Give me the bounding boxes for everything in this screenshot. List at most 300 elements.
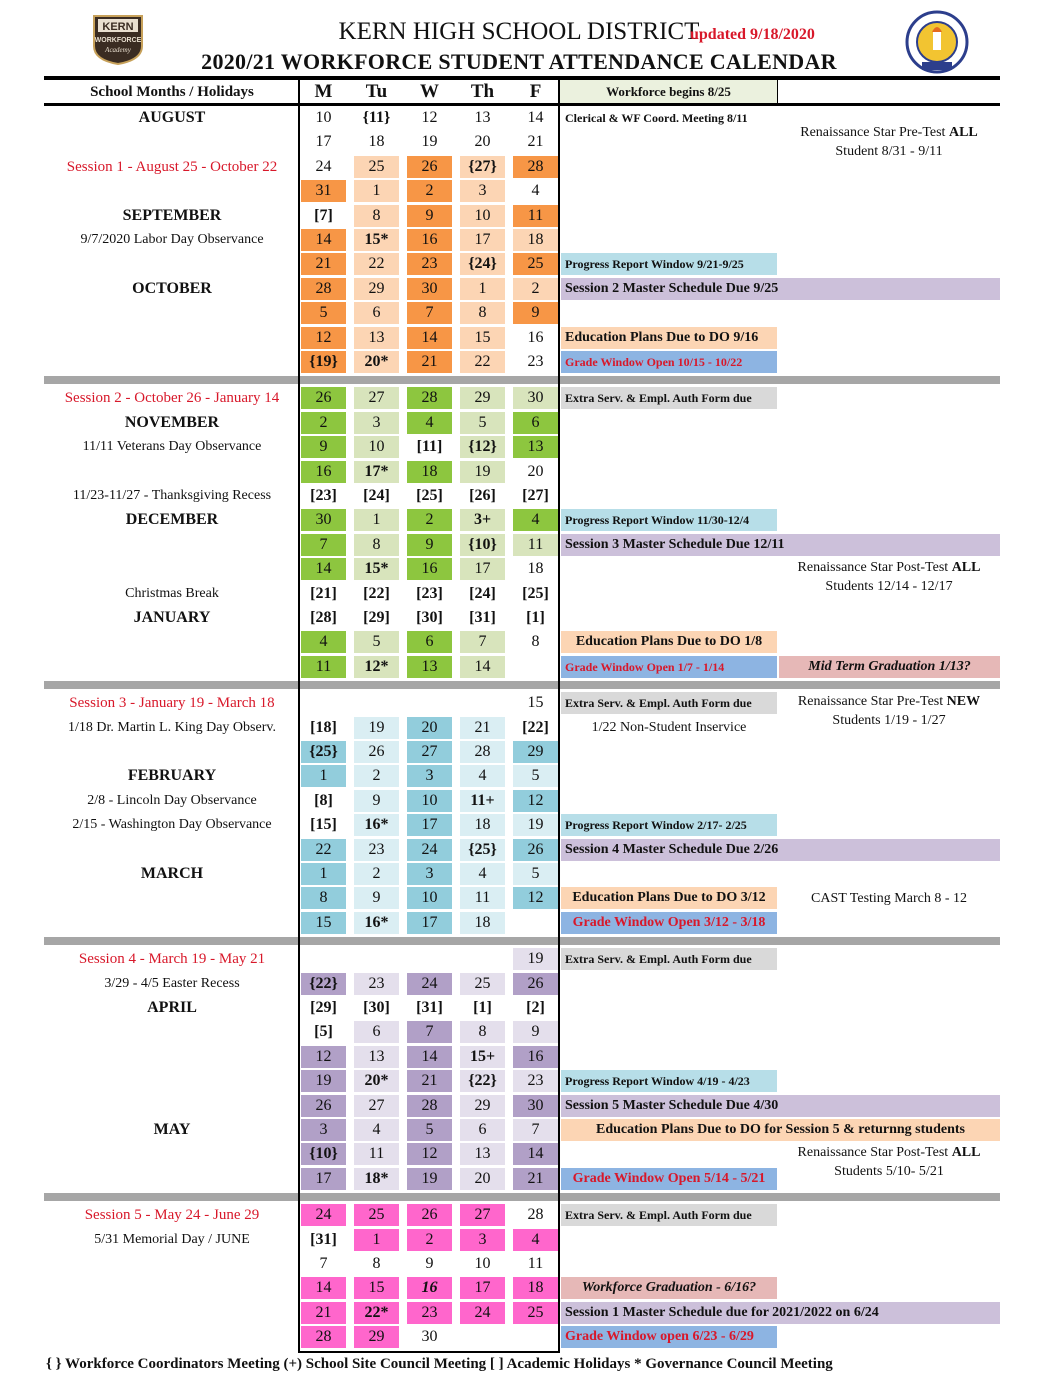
day-cell: 17* bbox=[354, 461, 399, 483]
test-note-dates: Students 5/10- 5/21 bbox=[834, 1164, 944, 1180]
day-cell: 16 bbox=[527, 328, 544, 346]
day-cell: 10 bbox=[354, 436, 399, 458]
day-cell: 13 bbox=[354, 327, 399, 349]
day-block-right-border bbox=[558, 78, 560, 1353]
weekday-m: M bbox=[314, 81, 333, 102]
day-cell: 9 bbox=[513, 302, 558, 324]
day-cell bbox=[354, 692, 399, 714]
day-cell bbox=[460, 1326, 505, 1348]
day-cell: {24} bbox=[460, 253, 505, 275]
day-cell: 14 bbox=[407, 1046, 452, 1068]
session-label: Session 3 - January 19 - March 18 bbox=[69, 695, 275, 712]
day-cell: 14 bbox=[513, 1143, 558, 1165]
day-cell: 17 bbox=[301, 1168, 346, 1190]
day-cell: 21 bbox=[513, 1168, 558, 1190]
day-cell: 9 bbox=[301, 436, 346, 458]
day-cell: 13 bbox=[513, 436, 558, 458]
day-cell bbox=[513, 912, 558, 934]
day-cell: 11 bbox=[513, 534, 558, 556]
test-window-note bbox=[778, 1143, 1000, 1181]
day-cell: 12* bbox=[354, 656, 399, 678]
day-cell: 22 bbox=[301, 839, 346, 861]
day-cell: 4 bbox=[513, 509, 558, 531]
day-cell: 15* bbox=[354, 229, 399, 251]
day-cell bbox=[354, 948, 399, 970]
holiday-label: 5/31 Memorial Day / JUNE bbox=[94, 1231, 250, 1247]
weekday-th: Th bbox=[470, 81, 495, 102]
day-cell: 26 bbox=[301, 387, 346, 409]
day-cell: 13 bbox=[460, 1143, 505, 1165]
day-cell: 1 bbox=[301, 765, 346, 787]
day-cell: 12 bbox=[421, 109, 438, 126]
test-note-text: Renaissance Star Pre-Test bbox=[800, 125, 949, 140]
test-note-text: Renaissance Star Post-Test bbox=[797, 1145, 952, 1161]
day-cell: 14 bbox=[301, 229, 346, 251]
day-cell: 23 bbox=[527, 353, 544, 370]
day-cell: 21 bbox=[527, 133, 544, 151]
day-cell: 19 bbox=[407, 1168, 452, 1190]
day-cell: 28 bbox=[513, 156, 558, 178]
day-cell: 10 bbox=[474, 1255, 491, 1272]
day-cell: [29] bbox=[310, 999, 337, 1016]
day-cell: 6 bbox=[407, 631, 452, 653]
day-cell: 9 bbox=[425, 1255, 434, 1272]
day-cell: 18 bbox=[407, 461, 452, 483]
holiday-label: 2/8 - Lincoln Day Observance bbox=[87, 792, 257, 808]
day-cell: [1] bbox=[526, 609, 545, 626]
day-cell: 11 bbox=[301, 656, 346, 678]
calendar-note: Education Plans Due to DO 9/16 bbox=[561, 327, 777, 349]
months-header: School Months / Holidays bbox=[90, 84, 254, 100]
calendar-note: Extra Serv. & Empl. Auth Form due bbox=[561, 1204, 777, 1226]
calendar-note: 1/22 Non-Student Inservice bbox=[591, 719, 747, 735]
day-cell: 5 bbox=[407, 1119, 452, 1141]
day-cell: 9 bbox=[354, 887, 399, 909]
session-divider bbox=[44, 937, 1000, 945]
session-label: Session 4 - March 19 - May 21 bbox=[78, 951, 266, 968]
day-cell: 5 bbox=[513, 863, 558, 885]
updated-date: updated 9/18/2020 bbox=[690, 26, 815, 43]
day-cell: 15 bbox=[354, 1277, 399, 1299]
day-cell: 1 bbox=[354, 1229, 399, 1251]
day-cell: 18 bbox=[527, 560, 544, 578]
day-cell: 5 bbox=[301, 302, 346, 324]
day-cell: [30] bbox=[363, 999, 390, 1016]
test-note-dates: Students 1/19 - 1/27 bbox=[832, 713, 946, 729]
day-cell: 2 bbox=[354, 765, 399, 787]
day-cell: 15 bbox=[460, 327, 505, 349]
day-cell: [15] bbox=[310, 816, 337, 834]
day-cell: 11 bbox=[513, 205, 558, 227]
month-label: JANUARY bbox=[133, 609, 211, 626]
calendar-note: Grade Window Open 3/12 - 3/18 bbox=[561, 912, 777, 934]
day-cell: 2 bbox=[407, 180, 452, 202]
day-cell: 1 bbox=[301, 863, 346, 885]
day-cell: {11} bbox=[362, 109, 391, 126]
day-cell: [21] bbox=[310, 584, 337, 602]
day-cell: 12 bbox=[301, 327, 346, 349]
day-cell: 7 bbox=[407, 1021, 452, 1043]
day-cell: [11] bbox=[416, 438, 443, 456]
test-note-dates: Student 8/31 - 9/11 bbox=[835, 144, 943, 159]
day-cell: 14 bbox=[527, 109, 544, 126]
day-cell: 27 bbox=[460, 1204, 505, 1226]
day-cell: 2 bbox=[407, 1229, 452, 1251]
day-cell: 28 bbox=[301, 1326, 346, 1348]
day-cell: 26 bbox=[407, 1204, 452, 1226]
legend: { } Workforce Coordinators Meeting (+) School Site Council Meeting [ ] Academic Holidays * Governance Council Meeting bbox=[46, 1356, 833, 1372]
calendar-note: Grade Window Open 5/14 - 5/21 bbox=[561, 1168, 777, 1190]
day-cell: [24] bbox=[363, 487, 390, 504]
test-window-note bbox=[778, 123, 1000, 161]
day-cell: 9 bbox=[407, 534, 452, 556]
day-cell: [18] bbox=[310, 718, 337, 736]
day-cell: 11 bbox=[527, 1255, 544, 1272]
day-cell: 24 bbox=[460, 1302, 505, 1324]
holiday-label: 1/18 Dr. Martin L. King Day Observ. bbox=[68, 719, 276, 735]
district-name: KERN HIGH SCHOOL DISTRICT bbox=[338, 18, 700, 45]
calendar-note: Progress Report Window 11/30-12/4 bbox=[561, 509, 777, 531]
day-cell: 16 bbox=[407, 229, 452, 251]
day-cell: 1 bbox=[354, 509, 399, 531]
month-label: FEBRUARY bbox=[127, 767, 217, 785]
day-cell: {12} bbox=[460, 436, 505, 458]
day-cell: 5 bbox=[460, 412, 505, 434]
test-window-note bbox=[778, 692, 1000, 730]
calendar-note: Progress Report Window 9/21-9/25 bbox=[561, 253, 777, 275]
day-cell: 8 bbox=[460, 1021, 505, 1043]
day-cell: 23 bbox=[513, 1070, 558, 1092]
day-cell: 15 bbox=[527, 694, 544, 712]
day-cell: 5 bbox=[354, 631, 399, 653]
calendar-note: Education Plans Due to DO 3/12 bbox=[561, 887, 777, 909]
day-cell: 7 bbox=[513, 1119, 558, 1141]
day-cell: 16 bbox=[407, 558, 452, 580]
day-cell: 3 bbox=[407, 765, 452, 787]
day-cell: 7 bbox=[319, 1255, 328, 1272]
svg-text:KERN: KERN bbox=[102, 21, 134, 33]
day-cell: 3 bbox=[460, 180, 505, 202]
calendar-note: Clerical & WF Coord. Meeting 8/11 bbox=[565, 111, 748, 125]
day-cell: 18 bbox=[513, 229, 558, 251]
day-cell: 14 bbox=[407, 327, 452, 349]
day-cell: 6 bbox=[513, 412, 558, 434]
session-label: Session 2 - October 26 - January 14 bbox=[64, 390, 280, 407]
holiday-label: 11/23-11/27 - Thanksgiving Recess bbox=[72, 488, 272, 503]
calendar-note: Education Plans Due to DO 1/8 bbox=[561, 631, 777, 653]
test-note-text: CAST Testing March 8 - 12 bbox=[811, 891, 967, 907]
day-cell: 2 bbox=[513, 278, 558, 300]
day-block-left-border bbox=[298, 78, 300, 1353]
day-cell: 18 bbox=[460, 912, 505, 934]
month-label: SEPTEMBER bbox=[122, 206, 222, 224]
day-cell: 7 bbox=[407, 302, 452, 324]
day-cell: 28 bbox=[460, 741, 505, 763]
svg-text:WORKFORCE: WORKFORCE bbox=[94, 37, 142, 44]
month-label: AUGUST bbox=[138, 109, 206, 126]
day-cell: 7 bbox=[301, 534, 346, 556]
page-title: 2020/21 WORKFORCE STUDENT ATTENDANCE CALENDAR bbox=[201, 49, 837, 74]
day-cell: 4 bbox=[301, 631, 346, 653]
month-label: NOVEMBER bbox=[124, 413, 220, 431]
day-cell: 3 bbox=[354, 412, 399, 434]
day-cell: 21 bbox=[407, 1070, 452, 1092]
day-cell: 10 bbox=[407, 790, 452, 812]
holiday-label: 9/7/2020 Labor Day Observance bbox=[80, 232, 264, 247]
calendar-note: Session 2 Master Schedule Due 9/25 bbox=[561, 278, 1000, 300]
day-cell: 9 bbox=[513, 1021, 558, 1043]
calendar-note: Grade Window Open 10/15 - 10/22 bbox=[561, 351, 777, 373]
day-cell: 17 bbox=[460, 1277, 505, 1299]
day-cell: 20 bbox=[474, 133, 491, 151]
day-cell: [1] bbox=[473, 999, 492, 1016]
day-cell: 28 bbox=[527, 1206, 544, 1224]
day-cell: 26 bbox=[513, 973, 558, 995]
calendar-note: Extra Serv. & Empl. Auth Form due bbox=[561, 948, 777, 970]
day-cell: 12 bbox=[407, 1143, 452, 1165]
day-cell: 19 bbox=[460, 461, 505, 483]
calendar-note: Grade Window open 6/23 - 6/29 bbox=[561, 1326, 777, 1348]
calendar-note: Session 3 Master Schedule Due 12/11 bbox=[561, 534, 1000, 556]
day-cell: {25} bbox=[301, 741, 346, 763]
test-note-text: Renaissance Star Post-Test bbox=[797, 560, 952, 576]
day-cell: 15 bbox=[301, 912, 346, 934]
day-cell bbox=[301, 948, 346, 970]
day-cell: 30 bbox=[513, 1095, 558, 1117]
holiday-label: 2/15 - Washington Day Observance bbox=[72, 817, 272, 833]
day-cell: 11 bbox=[354, 1143, 399, 1165]
day-cell: 26 bbox=[513, 839, 558, 861]
day-cell: 13 bbox=[474, 109, 491, 126]
calendar-note: Session 5 Master Schedule Due 4/30 bbox=[561, 1095, 1000, 1117]
day-cell: 16 bbox=[513, 1046, 558, 1068]
day-cell: 4 bbox=[531, 182, 540, 200]
day-cell: 12 bbox=[513, 790, 558, 812]
test-window-note bbox=[778, 889, 1000, 908]
day-cell: [22] bbox=[363, 584, 390, 602]
test-note-group: ALL bbox=[951, 1145, 981, 1161]
day-cell: 25 bbox=[354, 1204, 399, 1226]
day-cell: 30 bbox=[407, 278, 452, 300]
month-label: DECEMBER bbox=[125, 511, 219, 529]
day-cell: 8 bbox=[354, 205, 399, 227]
day-cell: 20 bbox=[460, 1168, 505, 1190]
workforce-begins-banner: Workforce begins 8/25 bbox=[560, 80, 778, 103]
session-label: Session 1 - August 25 - October 22 bbox=[66, 158, 278, 175]
session-label: Session 5 - May 24 - June 29 bbox=[84, 1207, 260, 1224]
day-cell: 1 bbox=[354, 180, 399, 202]
day-cell: 22 bbox=[460, 351, 505, 373]
test-note-text: Renaissance Star Pre-Test bbox=[797, 694, 947, 710]
day-cell: 19 bbox=[421, 133, 438, 151]
day-cell: 30 bbox=[421, 1328, 438, 1346]
day-cell: 30 bbox=[513, 387, 558, 409]
calendar-note: Progress Report Window 2/17- 2/25 bbox=[561, 814, 777, 836]
holiday-label: Christmas Break bbox=[125, 585, 219, 601]
day-cell: 5 bbox=[513, 765, 558, 787]
day-cell: 23 bbox=[407, 253, 452, 275]
day-cell: 23 bbox=[354, 839, 399, 861]
day-cell: 4 bbox=[460, 765, 505, 787]
day-cell: 24 bbox=[315, 157, 332, 175]
day-cell: 16* bbox=[354, 814, 399, 836]
day-cell: [31] bbox=[416, 999, 443, 1016]
day-cell: 14 bbox=[460, 656, 505, 678]
day-cell: 4 bbox=[460, 863, 505, 885]
day-cell: 1 bbox=[460, 278, 505, 300]
day-cell: 20* bbox=[354, 351, 399, 373]
weekday-w: W bbox=[420, 81, 439, 102]
day-cell: 10 bbox=[407, 887, 452, 909]
day-cell: 23 bbox=[354, 973, 399, 995]
day-cell: [31] bbox=[469, 609, 496, 626]
day-cell: {25} bbox=[460, 839, 505, 861]
day-cell bbox=[301, 692, 346, 714]
calendar-note: Education Plans Due to DO for Session 5 & returnng students bbox=[561, 1119, 1000, 1141]
day-cell: 4 bbox=[407, 412, 452, 434]
day-cell: 29 bbox=[460, 387, 505, 409]
day-cell: [27] bbox=[522, 487, 549, 504]
day-cell: 26 bbox=[407, 156, 452, 178]
day-cell: 16 bbox=[407, 1277, 452, 1299]
day-cell: 10 bbox=[315, 109, 332, 126]
day-cell: 20 bbox=[527, 462, 544, 480]
day-cell: [29] bbox=[363, 609, 390, 626]
day-cell: 26 bbox=[301, 1095, 346, 1117]
day-cell: 27 bbox=[354, 1095, 399, 1117]
holiday-label: 11/11 Veterans Day Observance bbox=[82, 439, 262, 455]
day-cell: 14 bbox=[301, 558, 346, 580]
day-cell: 25 bbox=[513, 1302, 558, 1324]
day-cell: 13 bbox=[407, 656, 452, 678]
day-cell: [31] bbox=[310, 1230, 337, 1248]
day-cell: 17 bbox=[460, 558, 505, 580]
day-cell bbox=[407, 692, 452, 714]
day-cell: 11 bbox=[460, 887, 505, 909]
day-cell: 8 bbox=[372, 1255, 381, 1272]
calendar-note: Session 1 Master Schedule due for 2021/2022 on 6/24 bbox=[561, 1302, 1000, 1324]
day-cell: 3 bbox=[407, 863, 452, 885]
day-cell: [30] bbox=[416, 609, 443, 626]
test-note-group: ALL bbox=[948, 125, 978, 140]
day-cell bbox=[513, 1326, 558, 1348]
day-cell: 17 bbox=[407, 814, 452, 836]
weekday-tu: Tu bbox=[365, 81, 388, 102]
day-cell: 18 bbox=[368, 133, 385, 151]
calendar-note: Progress Report Window 4/19 - 4/23 bbox=[561, 1070, 777, 1092]
day-cell: 13 bbox=[354, 1046, 399, 1068]
day-cell: 19 bbox=[513, 814, 558, 836]
day-cell: 18* bbox=[354, 1168, 399, 1190]
day-cell: [24] bbox=[469, 584, 496, 602]
day-cell: 12 bbox=[513, 887, 558, 909]
day-cell: {27} bbox=[460, 156, 505, 178]
day-cell: 21 bbox=[301, 1302, 346, 1324]
day-cell: 7 bbox=[460, 631, 505, 653]
day-cell: [23] bbox=[416, 584, 443, 602]
month-label: APRIL bbox=[147, 999, 197, 1016]
test-window-note bbox=[778, 558, 1000, 596]
day-cell: [26] bbox=[469, 487, 496, 504]
day-cell: 12 bbox=[301, 1046, 346, 1068]
day-cell: 6 bbox=[460, 1119, 505, 1141]
day-cell: {19} bbox=[301, 351, 346, 373]
day-cell: 18 bbox=[513, 1277, 558, 1299]
day-cell: 31 bbox=[301, 180, 346, 202]
day-cell: 27 bbox=[354, 387, 399, 409]
calendar-note: Extra Serv. & Empl. Auth Form due bbox=[561, 387, 777, 409]
day-block-bottom-border bbox=[298, 1351, 560, 1353]
day-cell bbox=[460, 692, 505, 714]
day-cell: 29 bbox=[513, 741, 558, 763]
day-cell: 25 bbox=[513, 253, 558, 275]
day-cell: 24 bbox=[407, 839, 452, 861]
month-label: MAY bbox=[153, 1121, 191, 1138]
day-cell: 8 bbox=[460, 302, 505, 324]
day-cell: 27 bbox=[407, 741, 452, 763]
day-cell: 14 bbox=[301, 1277, 346, 1299]
day-cell: 17 bbox=[407, 912, 452, 934]
day-cell: 29 bbox=[354, 1326, 399, 1348]
svg-text:Academy: Academy bbox=[105, 46, 131, 54]
day-cell: 4 bbox=[513, 1229, 558, 1251]
day-cell: {22} bbox=[460, 1070, 505, 1092]
day-cell: 29 bbox=[354, 278, 399, 300]
test-note-group: ALL bbox=[951, 560, 981, 576]
day-cell: 22* bbox=[354, 1302, 399, 1324]
day-cell: 17 bbox=[315, 133, 332, 151]
day-cell: 24 bbox=[407, 973, 452, 995]
day-cell: 9 bbox=[354, 790, 399, 812]
day-cell: [8] bbox=[314, 791, 333, 809]
day-cell: 10 bbox=[460, 205, 505, 227]
day-cell: 9 bbox=[407, 205, 452, 227]
day-cell: 19 bbox=[513, 948, 558, 970]
day-cell: {22} bbox=[301, 973, 346, 995]
test-note-dates: Students 12/14 - 12/17 bbox=[825, 579, 953, 595]
day-cell: 15* bbox=[354, 558, 399, 580]
weekday-f: F bbox=[529, 81, 542, 102]
day-cell: 28 bbox=[301, 278, 346, 300]
midterm-graduation-note: Mid Term Graduation 1/13? bbox=[779, 656, 1000, 678]
day-cell: [28] bbox=[310, 609, 337, 626]
day-cell: 19 bbox=[354, 717, 399, 739]
day-cell: 3 bbox=[460, 1229, 505, 1251]
session-divider bbox=[44, 681, 1000, 689]
day-cell: 21 bbox=[407, 351, 452, 373]
day-cell: 4 bbox=[354, 1119, 399, 1141]
session-divider bbox=[44, 376, 1000, 384]
calendar-note: Session 4 Master Schedule Due 2/26 bbox=[561, 839, 1000, 861]
calendar-note: Extra Serv. & Empl. Auth Form due bbox=[561, 692, 777, 714]
day-cell: 8 bbox=[301, 887, 346, 909]
day-cell: 8 bbox=[354, 534, 399, 556]
day-cell: 21 bbox=[460, 717, 505, 739]
month-label: OCTOBER bbox=[132, 279, 212, 297]
holiday-label: 3/29 - 4/5 Easter Recess bbox=[104, 975, 240, 991]
day-cell: 20* bbox=[354, 1070, 399, 1092]
day-cell: {10} bbox=[301, 1143, 346, 1165]
day-cell: 22 bbox=[354, 253, 399, 275]
day-cell: {10} bbox=[460, 534, 505, 556]
day-cell: 16* bbox=[354, 912, 399, 934]
calendar-note: Workforce Graduation - 6/16? bbox=[561, 1277, 777, 1299]
day-cell: [22] bbox=[522, 718, 549, 736]
day-cell: 23 bbox=[407, 1302, 452, 1324]
day-cell: 2 bbox=[301, 412, 346, 434]
day-cell: [23] bbox=[310, 487, 337, 504]
day-cell: 28 bbox=[407, 1095, 452, 1117]
